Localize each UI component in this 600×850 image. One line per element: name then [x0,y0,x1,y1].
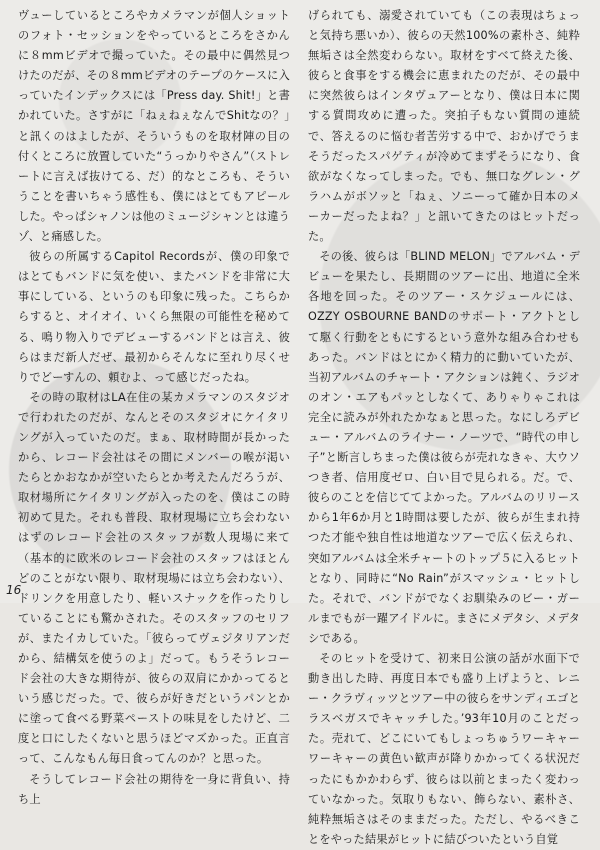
left-text-column [18,6,290,810]
left-paragraph-1: ヴューしているところやカメラマンが個人ショットのフォト・セッションをやっているところをさかんに８mmビデオで撮っていた。その最中に偶然見つけたのだが、その８mmビデオのテープのケースに入っていたインデックスには「Press day. Shit!」と書かれていた。さすがに「ねぇねぇなんでShitなの？」と訊くのはよしたが、そういうものを取材陣の目の付くところに放置していた“うっかりやさん”（ストレートに言えば抜けてる、だ）的なところも、そういうことを書いちゃう感性も、僕にはとてもアピールした。やっぱシャノンは他のミュージシャンとは違うゾ、と痛感した。 [18,9,290,244]
right-text-column [308,6,580,850]
left-paragraph-4: そうしてレコード会社の期待を一身に背負い、持ち上 [18,772,290,806]
left-paragraph-2: 彼らの所属するCapitol Recordsが、僕の印象ではとてもバンドに気を使い、またバンドを非常に大事にしている、というのも印象に残った。こちらからすると、オイオイ、いくら無限の可能性を秘めてる、鳴り物入りでデビューするバンドとは言え、彼らはまだ新人だぜ、最初からそんなに至れり尽くせりでどーすんの、頼むよ、って感じだったね。 [18,250,290,384]
page-number: 16 [6,583,22,597]
left-paragraph-3: その時の取材はLA在住の某カメラマンのスタジオで行われたのだが、なんとそのスタジオにケイタリングが入っていたのだ。まぁ、取材時間が長かったから、レコード会社はその間にメンバーの喉が渇いたらとかおなかが空いたらとか考えたんだろうが、取材場所にケイタリングが入ったのを、僕はこの時初めて見た。それも普段、取材現場に立ち会わないはずのレコード会社のスタッフが数人現場に来て（基本的に欧米のレコード会社のスタッフはほとんどのことがない限り、取材現場には立ち会わない）、ドリンクを用意したり、軽いスナックを作ったりしていることにも驚かされた。そのスタッフのセリフが、またイカしていた。「彼らってヴェジタリアンだから、結構気を使うのよ」だって。もうそうレコード会社の大きな期待が、彼らの双肩にかかってるという感じだった。で、彼らが好きだというパンとかに塗って食べる野菜ペーストの味見をしたけど、二度と口にしたくないと思うほどマズかった。正直言って、こんなもん毎日食ってんのか？と思った。 [18,390,290,766]
right-paragraph-2: その後、彼らは「BLIND MELON」でアルバム・デビューを果たし、長期間のツアーに出、地道に全米各地を回った。そのツアー・スケジュールには、OZZY OSBOURNE BANDのサポート・アクトとして駆く行動をともにするという意外な組み合わせもあった。バンドはとにかく精力的に動いていたが、当初アルバムのチャート・アクションは鈍く、ラジオのオン・エアもパッとしなくて、ありゃりゃこれは完全に読みが外れたかなぁと思った。なにしろデビュー・アルバムのライナー・ノーツで、“時代の申し子”と断言しちまった僕は彼らが売れなきゃ、大ウソつき者、信用度ゼロ、白い目で見られる。だ。で、彼らのことを信じててよかった。アルバムのリリースから1年6か月と1時間は要したが、彼らが生まれ持つた才能や独自性は地道なツアーで広く伝えられ、突如アルバムは全米チャートのトップ５に入るヒットとなり、同時に“No Rain”がスマッシュ・ヒットした。それで、バンドがでなくお馴染みのビー・ガールまでもが一躍アイドルに。まさにメデタシ、メデタシである。 [308,250,580,645]
right-paragraph-1: げられても、溺愛されていても（この表現はちょっと気持ち悪いか）、彼らの天然100%の素朴さ、純粋無垢さは全然変わらない。取材をすべて終えた後、彼らと食事をする機会に恵まれたのだが、その最中に突然彼らはインタヴュアーとなり、僕は日本に関する質問攻めに遭った。突拍子もない質問の連続で、答えるのに悩む者苦労する中で、おかげでうまそうだったスパゲティが冷めてまずそうになり、食欲がなくなってしまった。でも、無口なグレン・グラハムがボソッと「ねぇ、ソニーって確か日本のメーカーだったよね？」と訊いてきたのはヒットだった。 [308,9,580,244]
right-paragraph-3: そのヒットを受けて、初来日公演の話が水面下で動き出した時、再度日本でも盛り上げようと、レニー・クラヴィッツとツアー中の彼らをサンディエゴとラスベガスでキャッチした。’93年10月のことだった。売れて、どこにいてもしょっちゅうワーキャーワーキャーの黄色い歓声が降りかかってくる状況だったにもかかわらず、彼らは以前とまったく変わっていなかった。気取りもない、飾らない、素朴さ、純粋無垢さはそのままだった。ただし、やるべきことをやった結果がヒットに結びついたという自覚 [308,652,580,846]
